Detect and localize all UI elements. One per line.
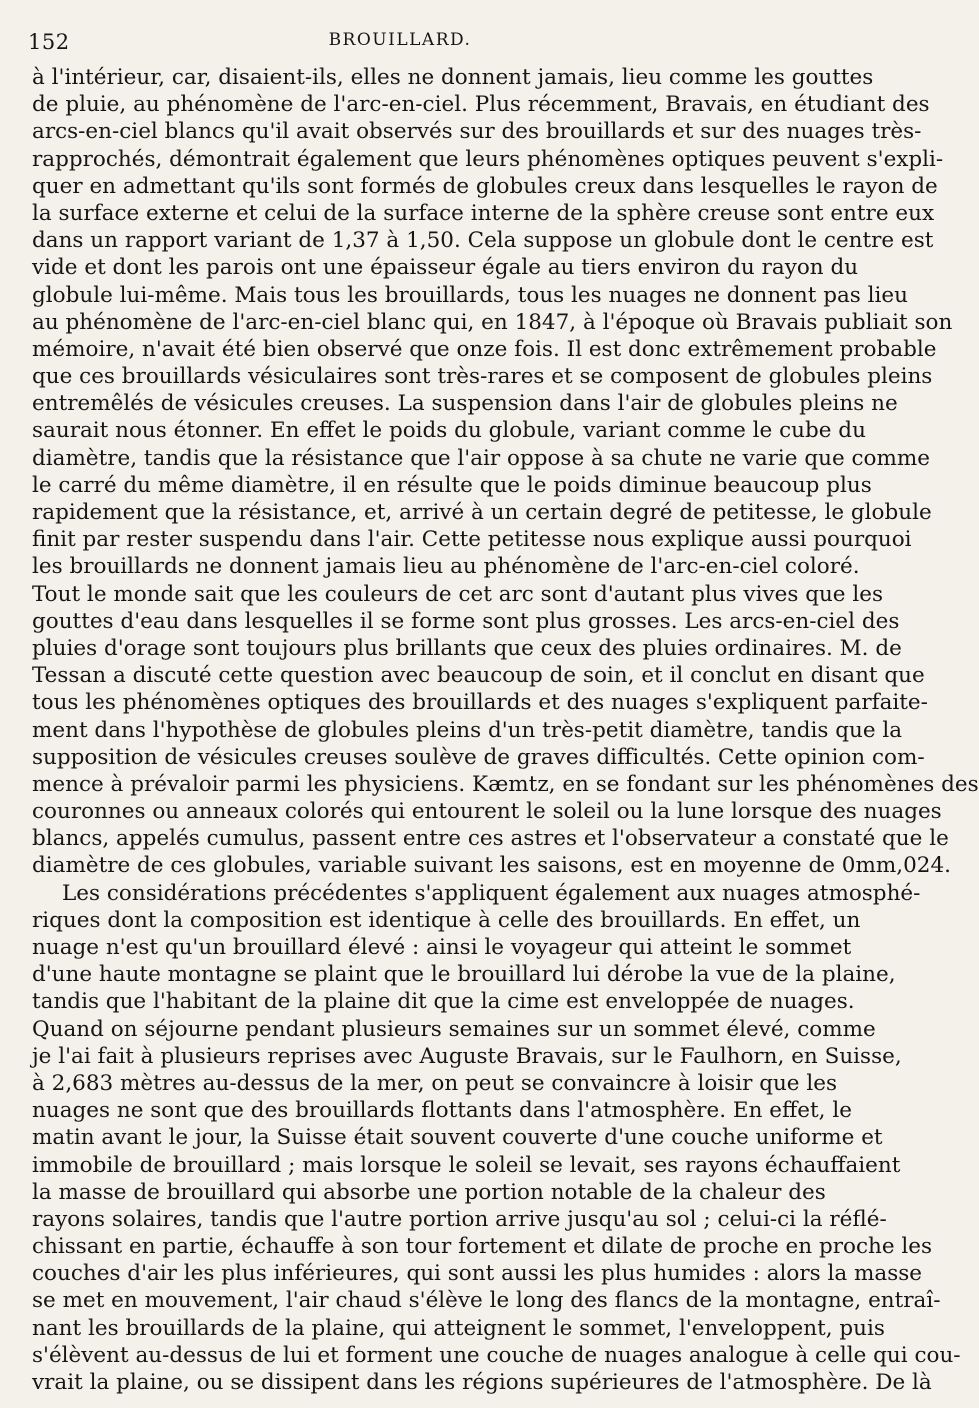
text-line: finit par rester suspendu dans l'air. Cette petitesse nous explique aussi pourquoi <box>32 527 912 553</box>
text-line: s'élèvent au-dessus de lui et forment une couche de nuages analogue à celle qui cou- <box>32 1342 961 1368</box>
page-number: 152 <box>28 30 70 54</box>
text-line: saurait nous étonner. En effet le poids du globule, variant comme le cube du <box>32 418 866 444</box>
text-line: supposition de vésicules creuses soulève de graves difficultés. Cette opinion com- <box>32 744 925 770</box>
running-head: BROUILLARD. <box>328 30 472 50</box>
text-line: le carré du même diamètre, il en résulte que le poids diminue beaucoup plus <box>32 472 872 498</box>
text-line: mémoire, n'avait été bien observé que onze fois. Il est donc extrêmement probable <box>32 336 937 362</box>
text-line: nuages ne sont que des brouillards flottants dans l'atmosphère. En effet, le <box>32 1098 852 1124</box>
text-line: vrait la plaine, ou se dissipent dans les régions supérieures de l'atmosphère. De là <box>32 1370 932 1395</box>
text-line: la surface externe et celui de la surface interne de la sphère creuse sont entre eux <box>32 200 935 226</box>
text-line: tandis que l'habitant de la plaine dit que la cime est enveloppée de nuages. <box>32 989 855 1015</box>
text-line: pluies d'orage sont toujours plus brillants que ceux des pluies ordinaires. M. de <box>32 635 902 661</box>
text-line: riques dont la composition est identique à celle des brouillards. En effet, un <box>32 907 861 933</box>
text-line: Les considérations précédentes s'appliquent également aux nuages atmosphé- <box>62 880 921 906</box>
text-line: chissant en partie, échauffe à son tour fortement et dilate de proche en proche les <box>32 1234 933 1260</box>
text-line: couches d'air les plus inférieures, qui sont aussi les plus humides : alors la masse <box>32 1261 923 1287</box>
text-line: les brouillards ne donnent jamais lieu au phénomène de l'arc-en-ciel coloré. <box>32 554 860 580</box>
text-line: de pluie, au phénomène de l'arc-en-ciel. Plus récemment, Bravais, en étudiant des <box>32 92 930 118</box>
text-line: nant les brouillards de la plaine, qui atteignent le sommet, l'enveloppent, puis <box>32 1315 885 1341</box>
text-line: diamètre de ces globules, variable suivant les saisons, est en moyenne de 0mm,024. <box>32 853 951 879</box>
paragraph <box>32 880 961 1397</box>
text-line: Tout le monde sait que les couleurs de cet arc sont d'autant plus vives que les <box>32 581 883 607</box>
text-line: couronnes ou anneaux colorés qui entourent le soleil ou la lune lorsque des nuages <box>32 799 942 825</box>
text-line: diamètre, tandis que la résistance que l'air oppose à sa chute ne varie que comme <box>32 445 931 471</box>
text-line: vide et dont les parois ont une épaisseur égale au tiers environ du rayon du <box>32 255 859 281</box>
page-header <box>24 26 776 56</box>
text-line: arcs-en-ciel blancs qu'il avait observés sur des brouillards et sur des nuages très- <box>32 119 922 145</box>
page-body <box>32 64 979 1396</box>
text-line: ment dans l'hypothèse de globules pleins d'un très-petit diamètre, tandis que la <box>32 717 903 743</box>
text-line: dans un rapport variant de 1,37 à 1,50. Cela suppose un globule dont le centre est <box>32 228 934 254</box>
text-line: matin avant le jour, la Suisse était souvent couverte d'une couche uniforme et <box>32 1125 883 1151</box>
text-line: Quand on séjourne pendant plusieurs semaines sur un sommet élevé, comme <box>32 1016 876 1042</box>
text-line: immobile de brouillard ; mais lorsque le soleil se levait, ses rayons échauffaient <box>32 1152 901 1178</box>
text-line: nuage n'est qu'un brouillard élevé : ainsi le voyageur qui atteint le sommet <box>32 935 852 960</box>
text-line: Tessan a discuté cette question avec beaucoup de soin, et il conclut en disant que <box>32 663 925 689</box>
text-line: à l'intérieur, car, disaient-ils, elles ne donnent jamais, lieu comme les gouttes <box>32 65 874 90</box>
text-line: mence à prévaloir parmi les physiciens. Kæmtz, en se fondant sur les phénomènes des <box>32 771 979 797</box>
text-line: à 2,683 mètres au-dessus de la mer, on peut se convaincre à loisir que les <box>32 1070 837 1096</box>
text-line: rapprochés, démontrait également que leurs phénomènes optiques peuvent s'expli- <box>32 146 944 172</box>
text-line: rapidement que la résistance, et, arrivé à un certain degré de petitesse, le globule <box>32 500 932 525</box>
text-line: la masse de brouillard qui absorbe une portion notable de la chaleur des <box>32 1179 826 1205</box>
text-line: rayons solaires, tandis que l'autre portion arrive jusqu'au sol ; celui-ci la réflé- <box>32 1206 887 1232</box>
text-line: que ces brouillards vésiculaires sont très-rares et se composent de globules pleins <box>32 364 933 390</box>
text-line: entremêlés de vésicules creuses. La suspension dans l'air de globules pleins ne <box>32 391 898 417</box>
text-line: globule lui-même. Mais tous les brouillards, tous les nuages ne donnent pas lieu <box>32 282 908 308</box>
text-line: blancs, appelés cumulus, passent entre ces astres et l'observateur a constaté que le <box>32 826 949 852</box>
text-line: tous les phénomènes optiques des brouillards et des nuages s'expliquent parfaite- <box>32 690 928 716</box>
paragraph <box>32 64 979 880</box>
text-line: je l'ai fait à plusieurs reprises avec Auguste Bravais, sur le Faulhorn, en Suisse, <box>32 1043 902 1069</box>
text-line: gouttes d'eau dans lesquelles il se forme sont plus grosses. Les arcs-en-ciel des <box>32 608 900 634</box>
text-line: se met en mouvement, l'air chaud s'élève le long des flancs de la montagne, entraî- <box>32 1288 941 1314</box>
text-line: au phénomène de l'arc-en-ciel blanc qui, en 1847, à l'époque où Bravais publiait son <box>32 309 953 335</box>
text-line: d'une haute montagne se plaint que le brouillard lui dérobe la vue de la plaine, <box>32 962 896 988</box>
text-line: quer en admettant qu'ils sont formés de globules creux dans lesquelles le rayon de <box>32 173 938 199</box>
